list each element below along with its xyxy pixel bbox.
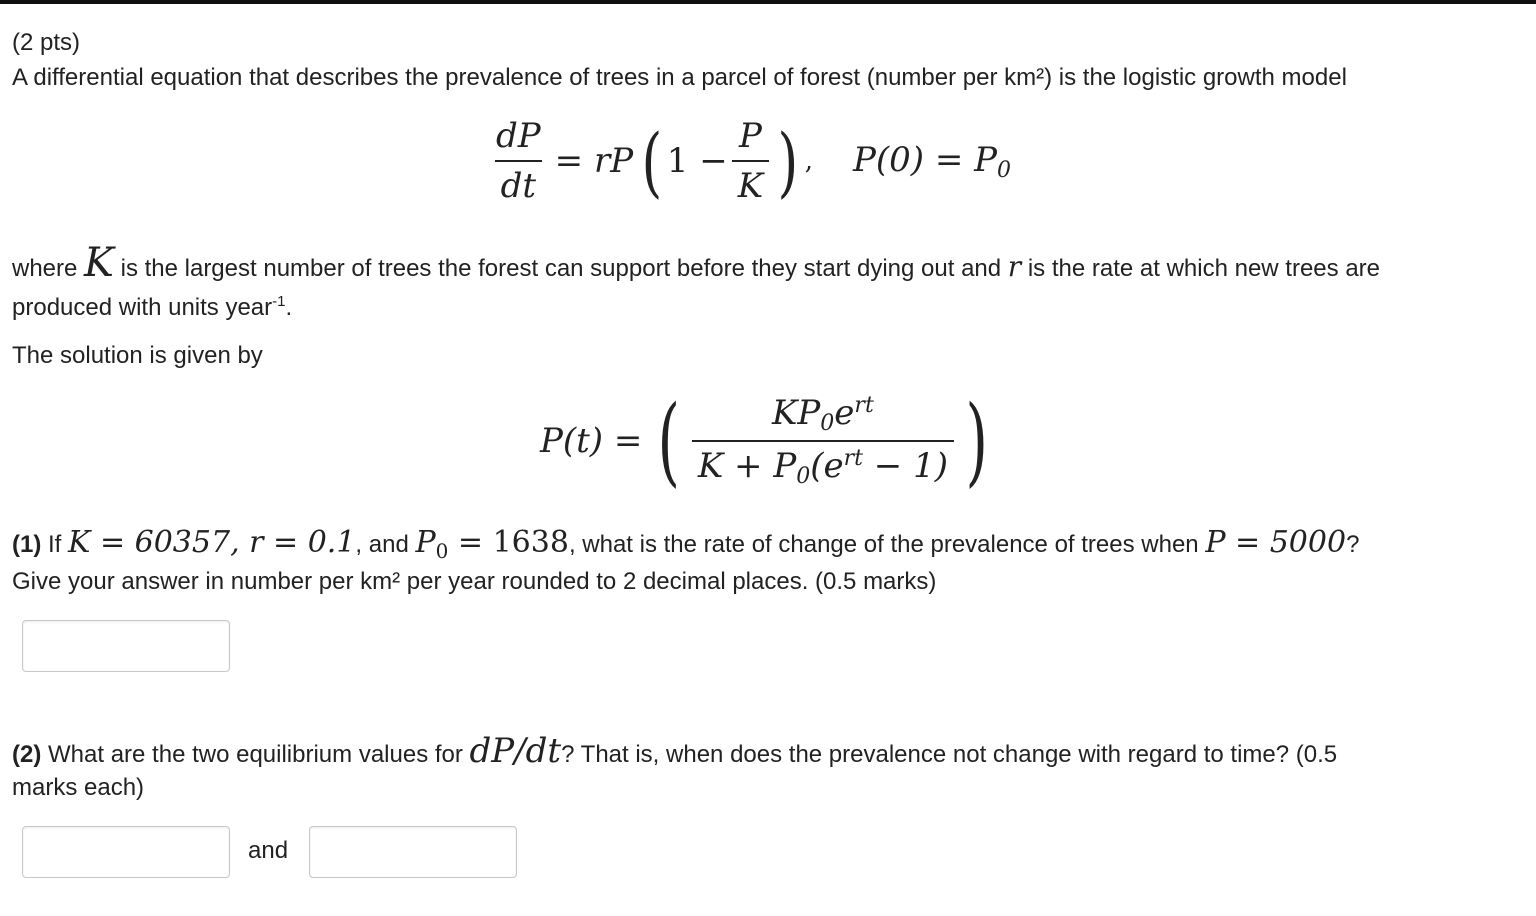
initial-condition-subscript: 0 — [997, 157, 1012, 183]
where-text-3: is the rate at which new trees are — [1021, 255, 1381, 282]
question-1-p0-symbol: P — [415, 525, 436, 560]
answer-1-input[interactable] — [22, 620, 230, 672]
question-2-line-2: marks each) — [12, 774, 145, 801]
p-over-k-numerator: P — [738, 116, 762, 156]
where-line-1 — [12, 240, 1381, 286]
units-superscript: -1 — [272, 293, 286, 310]
denominator-part-c: − 1) — [862, 446, 948, 486]
answer-2a-input[interactable] — [22, 826, 230, 878]
initial-condition — [853, 140, 1011, 183]
solution-fraction — [692, 393, 954, 489]
question-2-line-1 — [12, 731, 1338, 771]
solution-lhs: P(t) = — [540, 421, 643, 461]
and-label: and — [248, 837, 289, 864]
initial-condition-text: P(0) = P — [853, 139, 998, 180]
question-1-p0-number: = 1638 — [448, 525, 569, 560]
question-1-k-r-values — [68, 525, 355, 560]
denominator-exponent: rt — [843, 446, 863, 471]
question-2-label: (2) — [12, 741, 42, 768]
intro-text: A differential equation that describes the prevalence of trees in a parcel of forest (number per km²) is the logistic growth model — [12, 64, 1347, 91]
question-2-text-1: What are the two equilibrium values for — [41, 741, 470, 768]
denominator-part-b: (e — [810, 446, 844, 486]
question-1-p0-value — [415, 525, 569, 563]
question-1-line-1 — [12, 525, 1360, 566]
p-over-k-denominator: K — [732, 160, 769, 206]
where-line-2 — [12, 287, 292, 323]
open-paren: ( — [641, 116, 663, 206]
where-k-symbol: K — [84, 240, 114, 286]
question-1-end: ? — [1346, 531, 1360, 558]
question-1-p-expression: P = 5000 — [1205, 525, 1347, 560]
one-minus: 1 − — [666, 141, 728, 181]
question-1-k-r-expression: K = 60357, r = 0.1 — [68, 525, 356, 560]
where-text-2: is the largest number of trees the forest can support before they start dying out and — [113, 255, 1008, 282]
question-1-label: (1) — [12, 531, 42, 558]
question-1-middle: , what is the rate of change of the prevalence of trees when — [568, 531, 1206, 558]
solution-close-paren: ) — [965, 385, 988, 497]
solution-label: The solution is given by — [12, 342, 263, 369]
solution-open-paren: ( — [657, 385, 681, 497]
where-r-symbol: r — [1007, 250, 1022, 283]
points-label: (2 pts) — [12, 29, 81, 56]
logistic-equation — [486, 106, 1011, 216]
p-over-k-fraction — [732, 116, 769, 206]
close-paren: ) — [777, 116, 799, 206]
solution-numerator — [766, 393, 880, 440]
question-1-and: , and — [355, 531, 416, 558]
units-text: produced with units year — [12, 294, 273, 321]
question-2-derivative: dP/dt — [469, 731, 562, 771]
question-1-p0-subscript: 0 — [435, 539, 449, 563]
question-1-line-2: Give your answer in number per km² per year rounded to 2 decimal places. (0.5 marks) — [12, 568, 937, 595]
where-text-1: where — [12, 255, 85, 282]
numerator-e: e — [834, 393, 855, 433]
question-2-text-2: ? That is, when does the prevalence not change with regard to time? (0.5 — [561, 741, 1338, 768]
derivative-denominator: dt — [495, 160, 542, 206]
question-1-if: If — [41, 531, 69, 558]
denominator-part-a: K + P — [697, 446, 797, 486]
numerator-subscript: 0 — [820, 411, 835, 436]
solution-equation — [540, 382, 995, 500]
derivative-fraction — [490, 116, 547, 206]
answer-2b-input[interactable] — [309, 826, 517, 878]
denominator-subscript: 0 — [796, 464, 811, 489]
top-border — [0, 0, 1536, 4]
derivative-numerator: dP — [496, 116, 541, 156]
rhs-prefix: = rP — [554, 141, 634, 181]
units-end: . — [285, 294, 293, 321]
equation-comma: , — [804, 146, 814, 176]
numerator-exponent: rt — [854, 393, 874, 418]
solution-denominator — [692, 440, 954, 489]
question-1-p-value — [1205, 525, 1346, 560]
numerator-kp: KP — [772, 393, 821, 433]
